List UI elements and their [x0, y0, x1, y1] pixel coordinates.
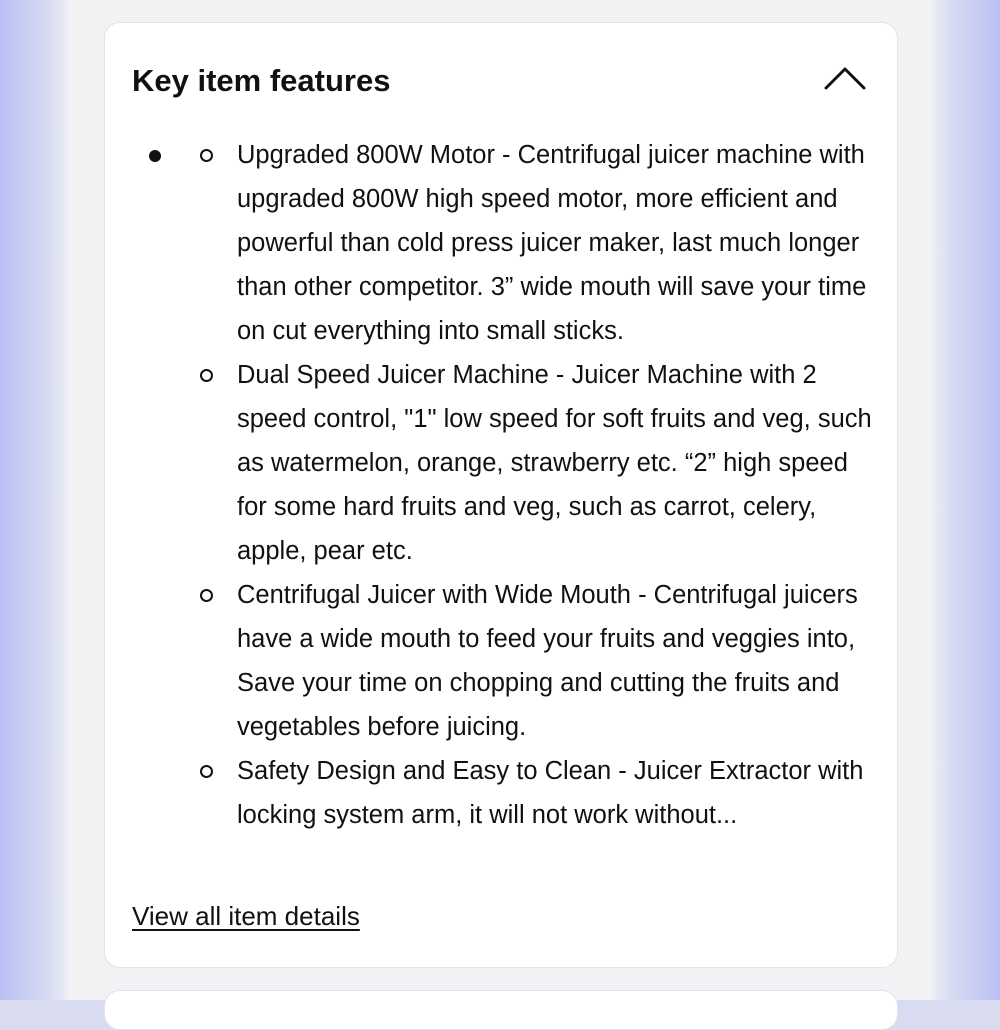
bullet-dot: [149, 150, 161, 162]
feature-item-dual-speed: Dual Speed Juicer Machine - Juicer Machine with 2 speed control, "1" low speed for soft fruits and veg, such as watermelon, orange, strawberry etc. “2” high speed for some hard fruits and veg, such as carrot, celery, apple, pear etc.: [237, 353, 873, 573]
feature-item-wide-mouth: Centrifugal Juicer with Wide Mouth - Centrifugal juicers have a wide mouth to feed your fruits and veggies into, Save your time on chopping and cutting the fruits and vegetables before juicing.: [237, 573, 873, 749]
feature-group: [133, 133, 873, 837]
feature-item-motor: Upgraded 800W Motor - Centrifugal juicer machine with upgraded 800W high speed motor, more efficient and powerful than cold press juicer maker, last much longer than other competitor. 3” wide mouth will save your time on cut everything into small sticks.: [237, 133, 873, 353]
left-background-edge: [0, 0, 68, 1000]
feature-sublist: [133, 133, 873, 837]
next-section-card: [104, 990, 898, 1030]
feature-item-safety-design: [237, 749, 873, 837]
right-background-edge: [932, 0, 1000, 1000]
page-container: [68, 0, 932, 1000]
view-all-item-details-link[interactable]: View all item details: [132, 901, 360, 931]
chevron-up-icon: [823, 63, 867, 91]
collapse-section-button[interactable]: [821, 57, 869, 97]
feature-item-safety-text: Safety Design and Easy to Clean - Juicer Extractor with locking system arm, it will not work without...: [237, 757, 864, 829]
key-item-features-card: [104, 22, 898, 968]
feature-list: [133, 133, 873, 837]
section-title: Key item features: [132, 63, 391, 98]
